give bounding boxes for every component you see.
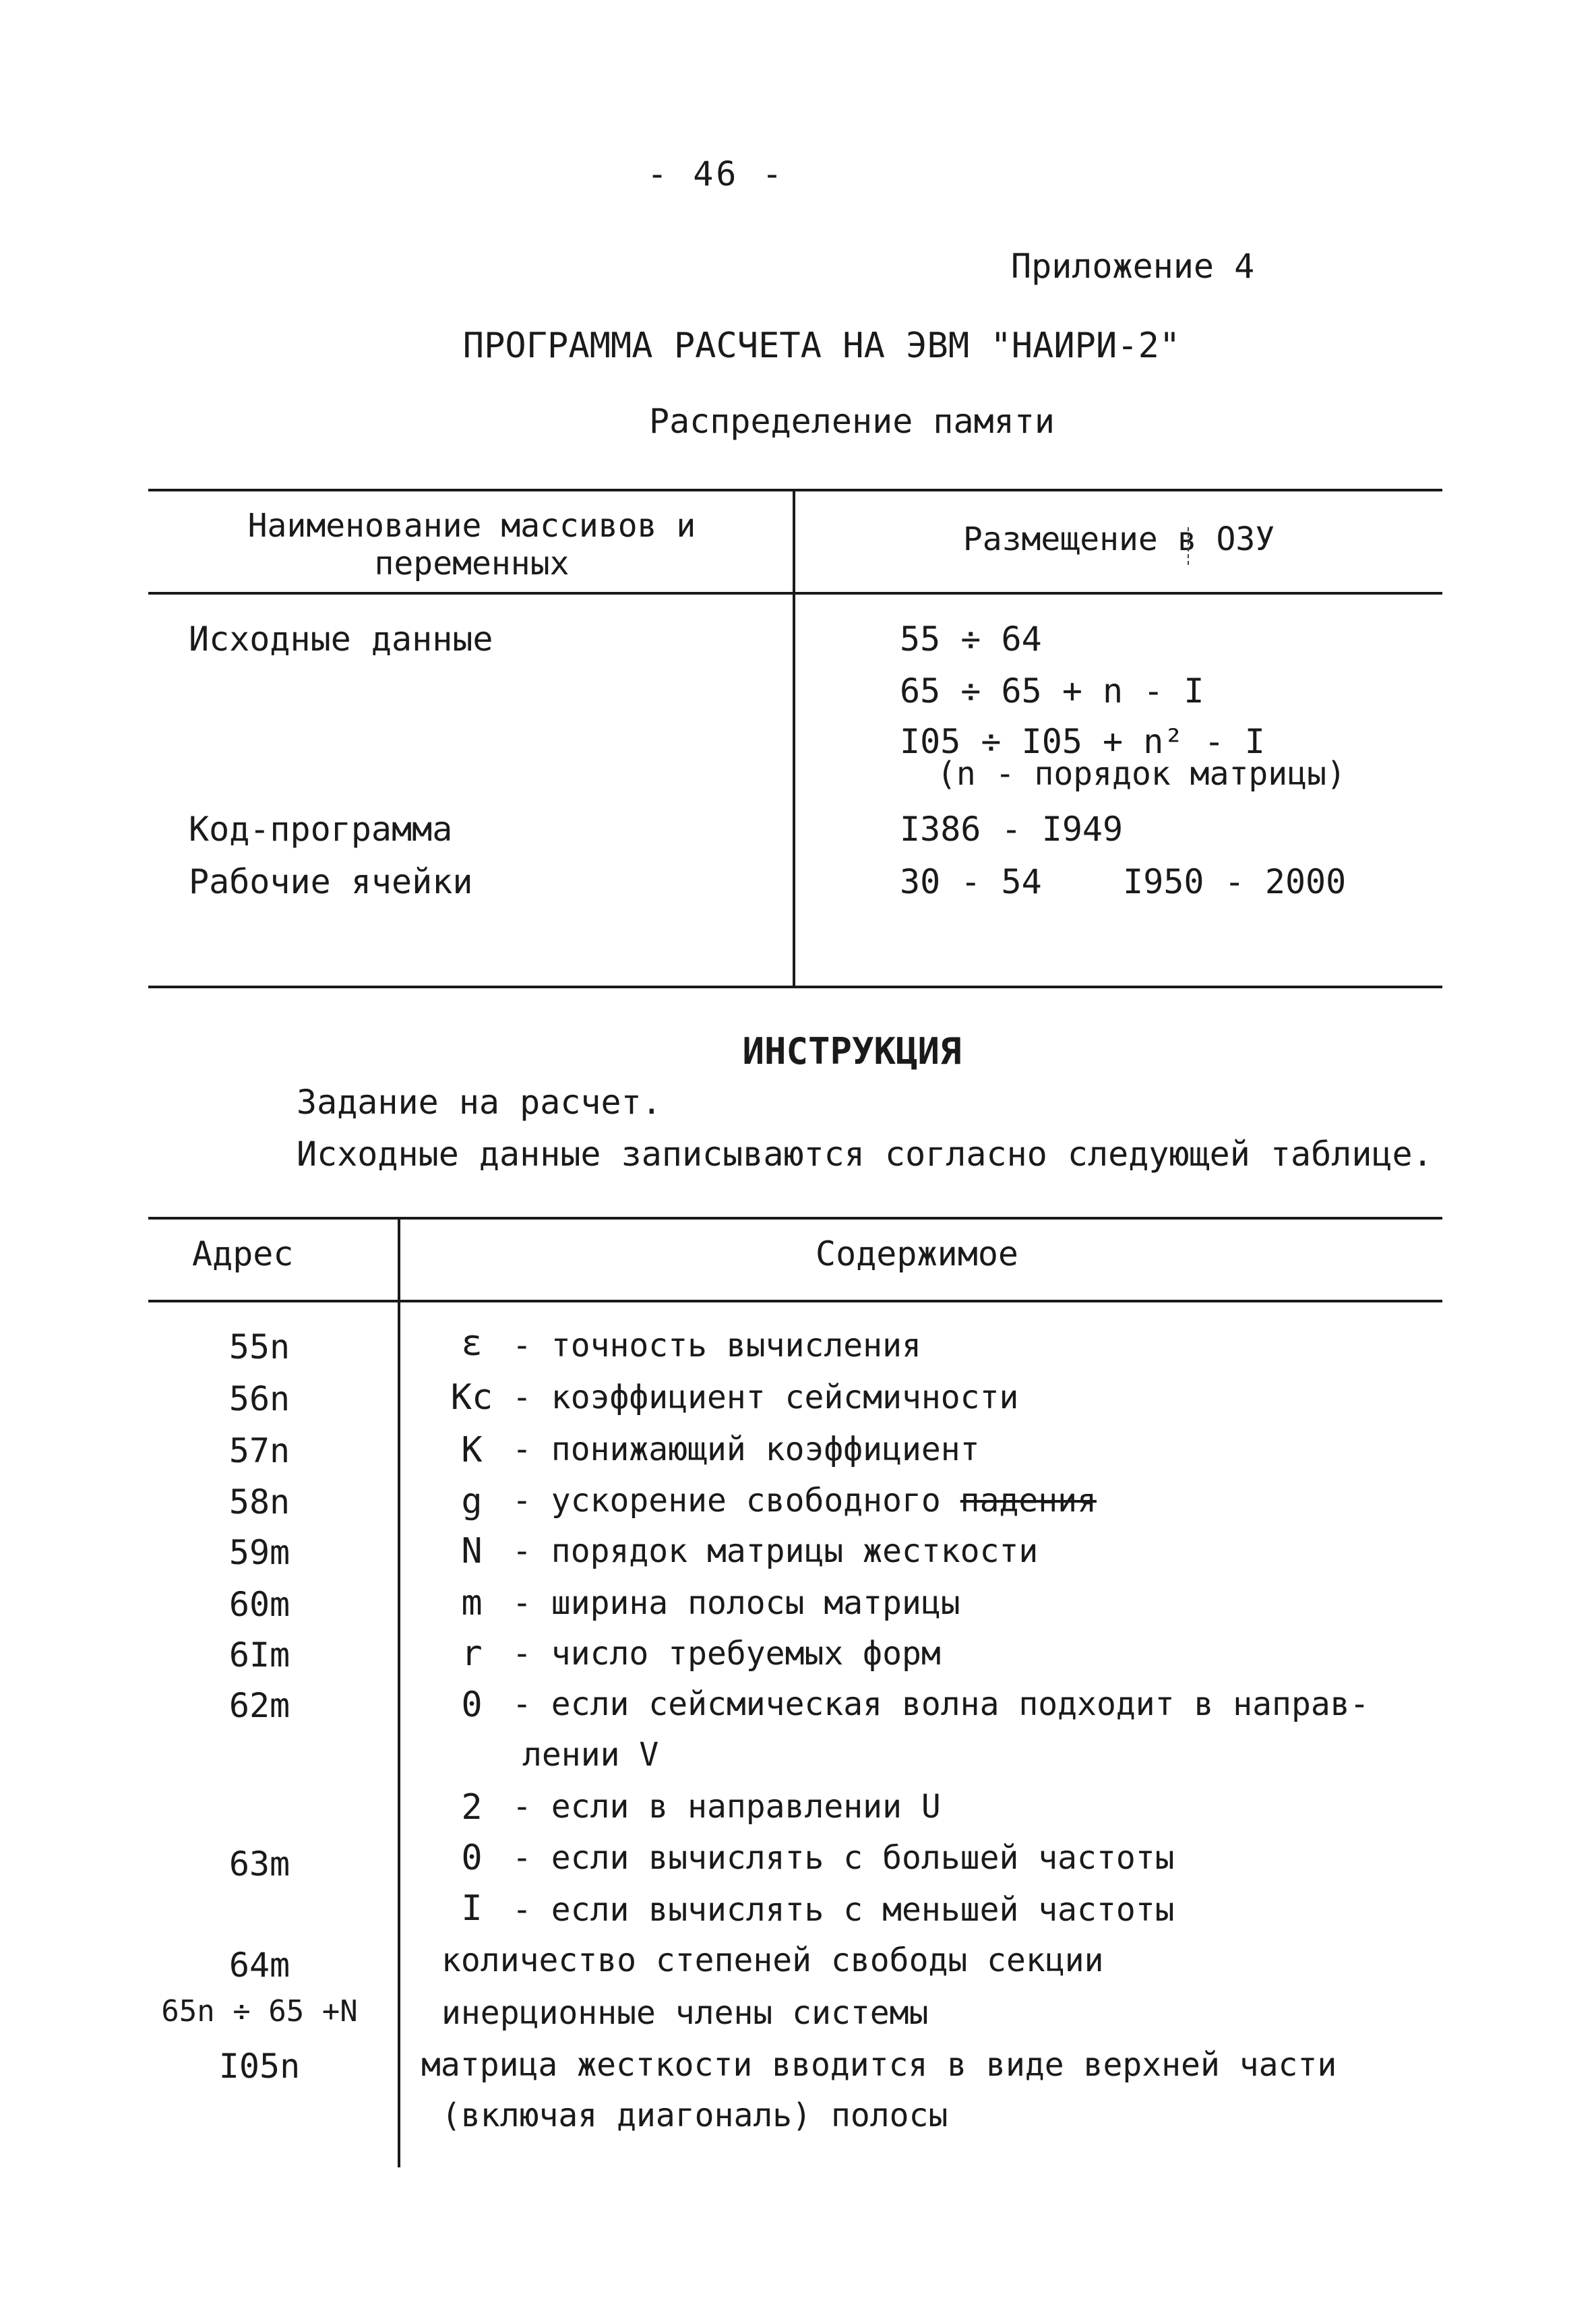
table-row-address: 57n	[228, 1431, 290, 1470]
row-input-data-range-2: 65 ÷ 65 + n - I	[900, 671, 1204, 711]
data-table-top-rule	[148, 1217, 1442, 1220]
header-dash-mark	[1188, 527, 1189, 565]
data-table-column-divider	[398, 1217, 400, 2167]
instruction-title: ИНСТРУКЦИЯ	[742, 1030, 962, 1073]
header-address: Адрес	[192, 1234, 294, 1273]
table-row-symbol: ε	[461, 1323, 483, 1364]
table-row-description: - коэффициент сейсмичности	[512, 1379, 1019, 1416]
table-row-continuation: лении V	[522, 1736, 659, 1774]
appendix-label: Приложение 4	[1011, 247, 1255, 286]
table-row-address: 65n ÷ 65 +N	[161, 1994, 358, 2029]
table-row-description: - порядок матрицы жесткости	[512, 1532, 1039, 1570]
table-row-symbol: r	[461, 1633, 483, 1674]
table-row-address: 64m	[228, 1946, 290, 1985]
table-row-symbol: 2	[461, 1787, 483, 1828]
row-input-data-note: (n - порядок матрицы)	[937, 755, 1346, 793]
table-row-description: - если в направлении U	[512, 1788, 941, 1826]
table-row-symbol: 0	[461, 1685, 483, 1725]
table-row-address: 58n	[228, 1482, 290, 1522]
row-input-data-range-3: I05 ÷ I05 + n² - I	[900, 722, 1265, 761]
table-row-description: - если вычислять с большей частоты	[512, 1839, 1175, 1877]
table-row-description: - если сейсмическая волна подходит в направ-	[512, 1685, 1370, 1723]
table-row-address: 55n	[228, 1327, 290, 1366]
table-row-description: - точность вычисления	[512, 1327, 921, 1364]
row-input-data-range-1: 55 ÷ 64	[900, 620, 1042, 659]
page-number: - 46 -	[647, 154, 785, 193]
table-row-symbol: g	[461, 1481, 483, 1522]
instruction-line-1: Задание на расчет.	[297, 1083, 662, 1122]
table-row-symbol: I	[461, 1888, 483, 1929]
data-table-header-rule	[148, 1300, 1442, 1302]
instruction-line-2: Исходные данные записываются согласно следующей таблице.	[297, 1135, 1433, 1174]
header-placement: Размещение в ОЗУ	[962, 520, 1275, 558]
document-title: ПРОГРАММА РАСЧЕТА НА ЭВМ "НАИРИ-2"	[462, 326, 1181, 366]
table-row-symbol: m	[461, 1583, 483, 1623]
description-text: - ускорение свободного	[512, 1482, 941, 1520]
table-row-description: - понижающий коэффициент	[512, 1431, 980, 1468]
row-code-program-name: Код-программа	[189, 810, 453, 849]
row-code-program-range: I386 - I949	[900, 810, 1124, 849]
table-row-continuation: (включая диагональ) полосы	[441, 2097, 948, 2134]
table-row-address: 63m	[228, 1844, 290, 1884]
table-column-divider	[793, 489, 795, 988]
table-row-address: 59m	[228, 1533, 290, 1572]
table-row-address: I05n	[218, 2047, 301, 2086]
table-header-rule	[148, 592, 1442, 595]
table-row-address: 6Im	[228, 1635, 290, 1675]
table-row-description: - число требуемых форм	[512, 1635, 941, 1673]
row-input-data-name: Исходные данные	[189, 620, 493, 659]
table-row-address: 60m	[228, 1585, 290, 1624]
header-content: Содержимое	[816, 1234, 1019, 1273]
table-row-symbol: N	[461, 1531, 483, 1571]
row-work-cells-range: 30 - 54 I950 - 2000	[900, 862, 1347, 901]
header-array-names: Наименование массивов и переменных	[247, 507, 696, 582]
table-row-symbol: Kc	[450, 1377, 493, 1418]
table-bottom-rule	[148, 986, 1442, 988]
table-row-symbol: K	[461, 1430, 483, 1470]
row-work-cells-name: Рабочие ячейки	[189, 862, 473, 901]
table-row-symbol: 0	[461, 1838, 483, 1878]
table-row-description: - если вычислять с меньшей частоты	[512, 1891, 1175, 1929]
table-row-address: 62m	[228, 1686, 290, 1725]
struck-word: падения	[960, 1482, 1097, 1520]
table-row-description: матрица жесткости вводится в виде верхней части	[421, 2046, 1337, 2084]
table-row-address: 56n	[228, 1379, 290, 1418]
table-row-description: количество степеней свободы секции	[441, 1942, 1104, 1979]
table-row-description: - ширина полосы матрицы	[512, 1584, 960, 1622]
table-row-description	[512, 1482, 1097, 1521]
table-top-rule	[148, 489, 1442, 491]
table-row-description: инерционные члены системы	[441, 1994, 929, 2032]
section-subtitle: Распределение памяти	[648, 402, 1055, 441]
